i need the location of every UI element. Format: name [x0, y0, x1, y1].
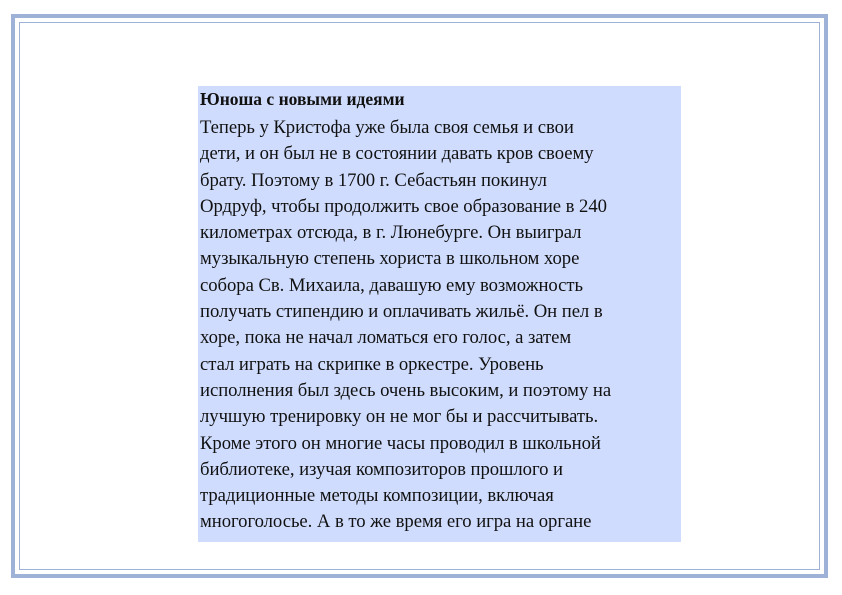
body-line: многоголосье. А в то же время его игра на органе — [200, 511, 592, 533]
body-text — [200, 115, 681, 536]
body-line: музыкальную степень хориста в школьном хоре — [200, 248, 580, 270]
body-line: лучшую тренировку он не мог бы и рассчитывать. — [200, 406, 599, 428]
text-box — [198, 86, 681, 542]
body-line: Ордруф, чтобы продолжить свое образование в 240 — [200, 195, 607, 217]
body-line: собора Св. Михаила, давашую ему возможность — [200, 274, 583, 296]
body-line: Теперь у Кристофа уже была своя семья и свои — [200, 117, 574, 138]
body-line: получать стипендию и оплачивать жильё. Он пел в — [200, 301, 603, 323]
body-line: брату. Поэтому в 1700 г. Себастьян покинул — [200, 169, 547, 191]
section-title: Юноша с новыми идеями — [200, 89, 405, 109]
body-line: исполнения был здесь очень высоким, и поэтому на — [200, 379, 612, 401]
body-line: традиционные методы композиции, включая — [200, 485, 554, 507]
body-line: библиотеке, изучая композиторов прошлого и — [200, 458, 563, 480]
body-line: Кроме этого он многие часы проводил в школьной — [200, 432, 601, 454]
body-line: дети, и он был не в состоянии давать кров своему — [200, 143, 594, 165]
body-line: хоре, пока не начал ломаться его голос, а затем — [200, 327, 572, 349]
body-line: километрах отсюда, в г. Люнебурге. Он выиграл — [200, 222, 582, 244]
body-line: стал играть на скрипке в оркестре. Уровень — [200, 353, 544, 375]
